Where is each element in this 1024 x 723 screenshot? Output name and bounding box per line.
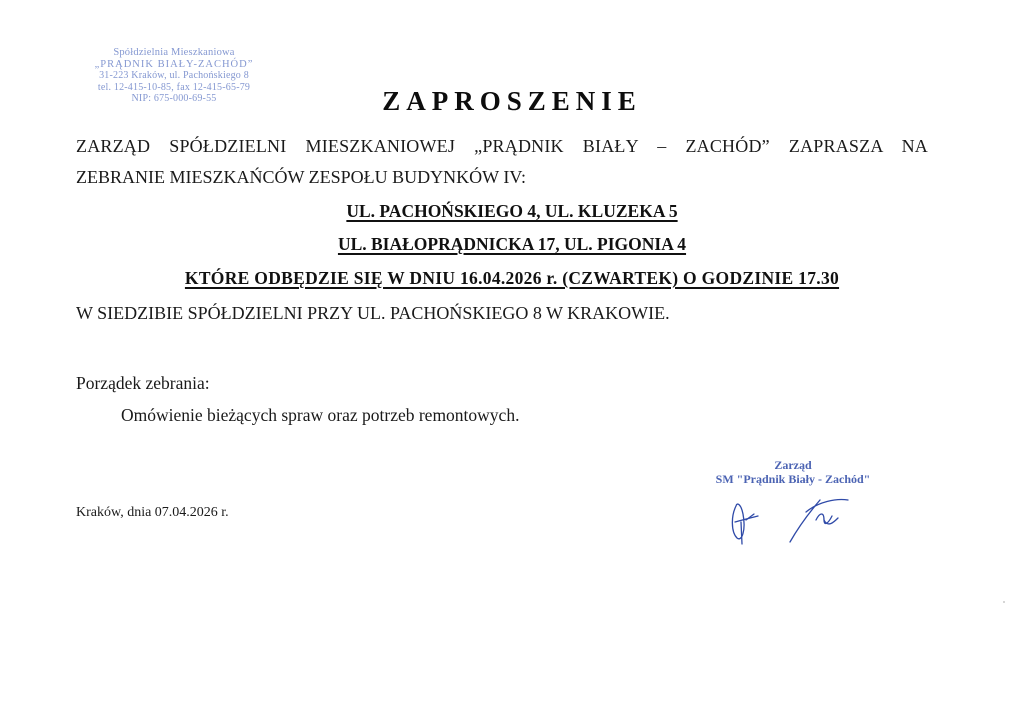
meeting-datetime: KTÓRE ODBĘDZIE SIĘ W DNIU 16.04.2026 r. (CZWARTEK) O GODZINIE 17.30 [184, 268, 840, 288]
agenda-label: Porządek zebrania: [76, 373, 210, 393]
address-line-2: UL. BIAŁOPRĄDNICKA 17, UL. PIGONIA 4 [337, 234, 687, 254]
agenda-item: Omówienie bieżących spraw oraz potrzeb remontowych. [121, 405, 520, 425]
address-line-1: UL. PACHOŃSKIEGO 4, UL. KLUZEKA 5 [346, 201, 678, 221]
meeting-location: W SIEDZIBIE SPÓŁDZIELNI PRZY UL. PACHOŃSKIEGO 8 W KRAKOWIE. [76, 303, 670, 323]
stamp-line-name: Spółdzielnia Mieszkaniowa [113, 47, 235, 58]
scan-speck [1003, 601, 1005, 603]
stamp-line-nip: NIP: 675-000-69-55 [131, 93, 217, 104]
board-stamp [688, 458, 898, 486]
intro-line-1: ZARZĄD SPÓŁDZIELNI MIESZKANIOWEJ „PRĄDNIK BIAŁY – ZACHÓD” ZAPRASZA NA [76, 136, 928, 156]
stamp-line-address: 31-223 Kraków, ul. Pachońskiego 8 [99, 70, 249, 81]
date-line: Kraków, dnia 07.04.2026 r. [76, 505, 229, 520]
handwritten-signatures [728, 492, 858, 552]
document-title: ZAPROSZENIE [382, 86, 642, 116]
board-stamp-line-2: SM "Prądnik Biały - Zachód" [715, 472, 871, 486]
intro-line-2: ZEBRANIE MIESZKAŃCÓW ZESPOŁU BUDYNKÓW IV: [76, 167, 526, 187]
stamp-line-title: „PRĄDNIK BIAŁY-ZACHÓD” [94, 58, 254, 70]
stamp-line-phone: tel. 12-415-10-85, fax 12-415-65-79 [97, 81, 251, 93]
board-stamp-line-1: Zarząd [774, 458, 812, 472]
